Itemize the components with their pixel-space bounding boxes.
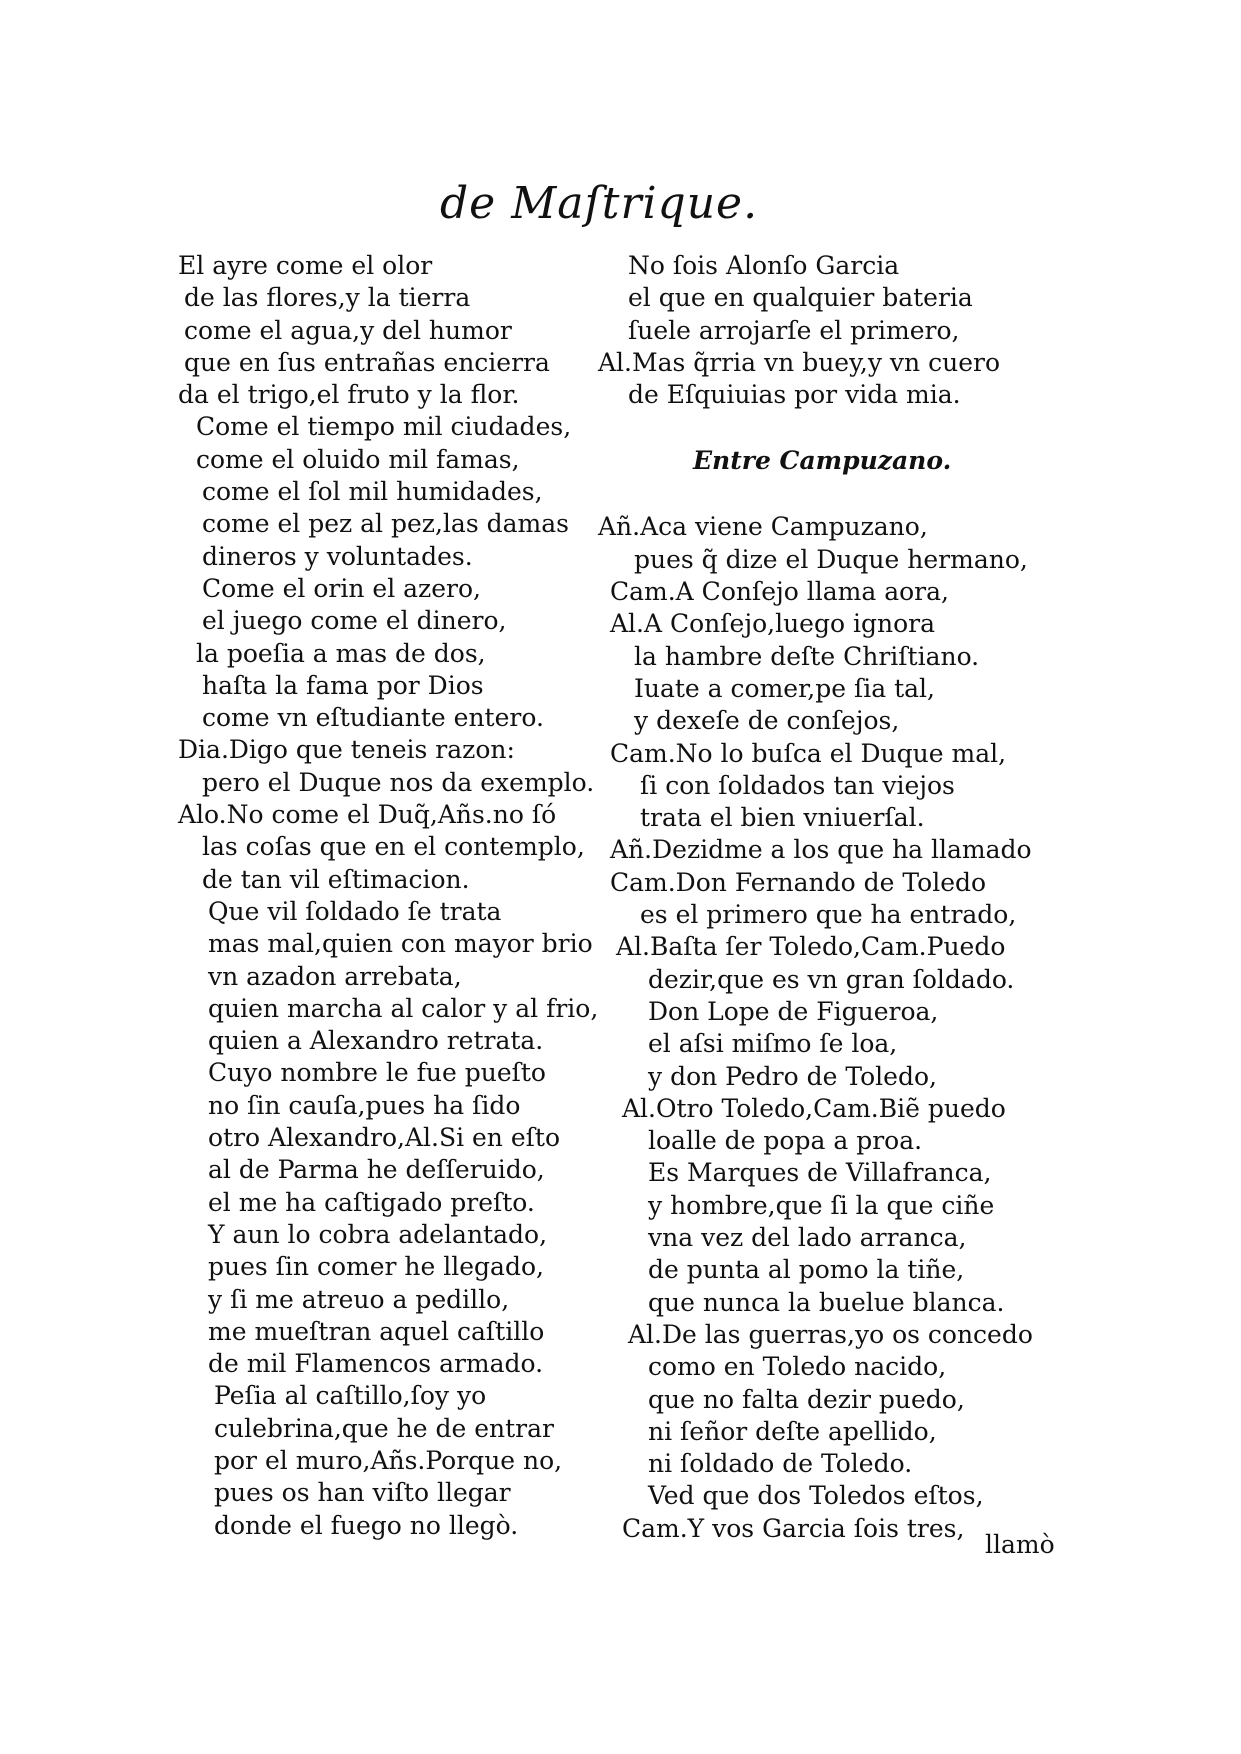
verse-line: Dia.Digo que teneis razon: (178, 735, 515, 765)
verse-line: come el pez al pez,las damas (202, 509, 569, 539)
right-column (598, 250, 1078, 1545)
verse-line: haſta la fama por Dios (202, 670, 484, 700)
verse-line: y don Pedro de Toledo, (648, 1061, 937, 1091)
verse-line: Al.A Conſejo,luego ignora (610, 609, 935, 639)
verse-line: Al.Otro Toledo,Cam.Biẽ puedo (622, 1093, 1006, 1123)
verse-line: Al.De las guerras,yo os concedo (628, 1319, 1033, 1349)
verse-line: Iuate a comer,pe ſia tal, (634, 673, 935, 703)
verse-line: la poeſia a mas de dos, (196, 638, 486, 668)
verse-line: el me ha caſtigado preſto. (208, 1187, 535, 1217)
verse-line: por el muro,Añs.Porque no, (214, 1445, 563, 1475)
verse-line: de mil Flamencos armado. (208, 1349, 544, 1379)
verse-line: de tan vil eſtimacion. (202, 864, 470, 894)
verse-line: pero el Duque nos da exemplo. (202, 767, 595, 797)
verse-line: Peſia al caſtillo,ſoy yo (214, 1381, 487, 1411)
verse-line: otro Alexandro,Al.Si en eſto (208, 1123, 561, 1153)
verse-line: de Eſquiuias por vida mia. (628, 380, 961, 410)
verse-line: vn azadon arrebata, (208, 961, 462, 991)
verse-line: pues q̃ dize el Duque hermano, (634, 544, 1028, 574)
verse-line: el que en qualquier bateria (628, 283, 973, 313)
verse-line: Es Marques de Villafranca, (648, 1158, 992, 1188)
verse-line: loalle de popa a proa. (648, 1126, 923, 1156)
verse-line: Come el tiempo mil ciudades, (196, 412, 572, 442)
verse-line: culebrina,que he de entrar (214, 1413, 554, 1443)
verse-line: Cam.Don Fernando de Toledo (610, 867, 987, 897)
verse-line: quien marcha al calor y al frio, (208, 993, 599, 1023)
verse-line: vna vez del lado arranca, (648, 1223, 967, 1253)
verse-line: dineros y voluntades. (202, 541, 473, 571)
verse-line: dezir,que es vn gran ſoldado. (648, 964, 1015, 994)
verse-line: No ſois Alonſo Garcia (628, 251, 900, 280)
verse-line: me mueſtran aquel caſtillo (208, 1316, 545, 1346)
verse-line: Y aun lo cobra adelantado, (208, 1219, 548, 1249)
verse-line: Don Lope de Figueroa, (648, 996, 939, 1026)
verse-line: Que vil ſoldado ſe trata (208, 896, 502, 926)
verse-line: quien a Alexandro retrata. (208, 1026, 544, 1056)
verse-line: da el trigo,el fruto y la flor. (178, 380, 520, 410)
verse-line: pues ſin comer he llegado, (208, 1252, 544, 1282)
running-title: de Maſtrique. (440, 178, 759, 229)
verse-line: Ved que dos Toledos eſtos, (648, 1481, 984, 1511)
verse-line: y dexeſe de conſejos, (634, 706, 900, 736)
verse-line: Añ.Dezidme a los que ha llamado (610, 835, 1032, 865)
verse-line: come el ſol mil humidades, (202, 477, 543, 507)
verse-line: Cam.No lo buſca el Duque mal, (610, 738, 1007, 768)
verse-line: come el oluido mil famas, (196, 444, 520, 474)
verse-line: Cam.A Conſejo llama aora, (610, 577, 949, 607)
verse-line: no ſin cauſa,pues ha ſido (208, 1090, 521, 1120)
verse-line: el aſsi miſmo ſe loa, (648, 1029, 898, 1059)
verse-line: al de Parma he deſſeruido, (208, 1155, 545, 1185)
verse-line: ni ſoldado de Toledo. (648, 1449, 913, 1479)
verse-line: Cuyo nombre le fue pueſto (208, 1058, 546, 1088)
left-column (178, 250, 598, 1542)
verse-line: que en ſus entrañas encierra (184, 347, 550, 377)
verse-line: come vn eſtudiante entero. (202, 703, 544, 733)
verse-line: Alo.No come el Duq̃,Añs.no ſó (178, 800, 557, 830)
verse-line: las coſas que en el contemplo, (202, 832, 585, 862)
verse-line: come el agua,y del humor (184, 315, 512, 345)
verse-line: como en Toledo nacido, (648, 1352, 947, 1382)
verse-line: Cam.Y vos Garcia ſois tres, (622, 1513, 965, 1543)
verse-line: la hambre deſte Chriſtiano. (634, 641, 980, 671)
scene-heading: Entre Campuzano. (693, 446, 952, 476)
verse-line: de las flores,y la tierra (184, 283, 471, 313)
verse-line: Al.Baſta ſer Toledo,Cam.Puedo (616, 932, 1006, 962)
verse-line: ni ſeñor deſte apellido, (648, 1416, 937, 1446)
verse-line: Añ.Aca viene Campuzano, (598, 512, 928, 542)
verse-line: mas mal,quien con mayor brio (208, 929, 593, 959)
verse-line: Come el orin el azero, (202, 573, 481, 603)
verse-line: es el primero que ha entrado, (640, 900, 1017, 930)
verse-line: que no falta dezir puedo, (648, 1384, 965, 1414)
verse-line: de punta al pomo la tiñe, (648, 1255, 965, 1285)
verse-line: donde el fuego no llegò. (214, 1510, 519, 1540)
catchword: llamò (985, 1530, 1055, 1559)
verse-line: ſuele arrojarſe el primero, (628, 315, 960, 345)
verse-line: El ayre come el olor (178, 251, 433, 280)
verse-line: Al.Mas q̃rria vn buey,y vn cuero (598, 347, 1000, 377)
verse-line: y ſi me atreuo a pedillo, (208, 1284, 510, 1314)
verse-line: que nunca la buelue blanca. (648, 1287, 1005, 1317)
verse-line: trata el bien vniuerſal. (640, 803, 925, 833)
verse-line: pues os han viſto llegar (214, 1478, 511, 1508)
verse-line: ſi con ſoldados tan viejos (640, 770, 955, 800)
verse-line: y hombre,que ſi la que ciñe (648, 1190, 995, 1220)
verse-line: el juego come el dinero, (202, 606, 507, 636)
